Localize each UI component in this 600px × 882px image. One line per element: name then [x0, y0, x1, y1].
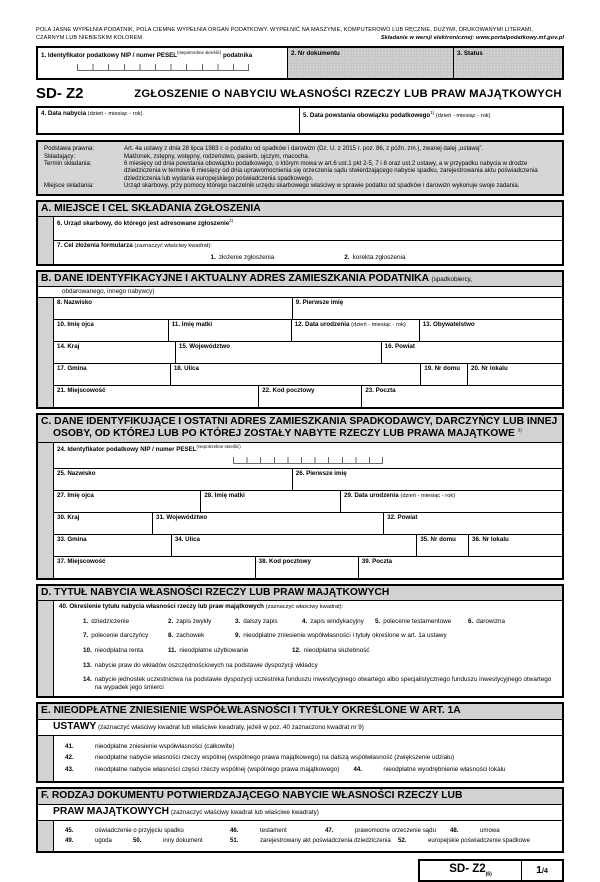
option-num: 44. [353, 765, 363, 773]
option-6-donation[interactable] [468, 618, 505, 626]
option-label: zapis windykacyjny [310, 617, 364, 625]
option-label: nieodpłatna służebność [303, 646, 370, 654]
footer-code-text: SD- Z2 [449, 863, 486, 876]
field-33-municipality[interactable]: 33. Gmina [54, 535, 172, 556]
legal-label: Miejsce składania: [44, 182, 94, 190]
form-title-row [36, 80, 564, 106]
option-label: nieodpłatne nabycie własności części rzeczy wspólnej (wspólnego prawa majątkowego) [95, 765, 340, 773]
option-num: 4. [302, 617, 308, 625]
field-15-voivodeship[interactable]: 15. Województwo [176, 342, 382, 363]
section-d-left-strip [38, 601, 54, 696]
option-submit-declaration[interactable] [210, 254, 274, 262]
option-num: 8. [168, 632, 174, 640]
field-24-sup: (niepotrzebne skreślić) [196, 443, 241, 449]
option-num: 52. [398, 836, 407, 844]
field-32-county[interactable]: 32. Powiat [387, 513, 418, 521]
option-label: złożenie zgłoszenia [218, 254, 275, 261]
field-40-acquisition-title [54, 601, 562, 696]
option-label: ugoda [95, 836, 112, 844]
legal-text: Małżonek, zstępny, wstępny, rodzeństwo, pasierb, ojczym, macocha. [124, 152, 310, 160]
section-b-title-small: (spadkobiercy, [431, 275, 473, 283]
option-44-separate-premises-ownership[interactable] [353, 766, 505, 774]
option-48-contract[interactable] [450, 827, 500, 834]
section-a-title: A. MIEJSCE I CEL SKŁADANIA ZGŁOSZENIA [38, 202, 562, 218]
option-num: 9. [235, 632, 241, 640]
section-f-options [54, 821, 562, 852]
option-num: 10. [83, 646, 92, 654]
option-num: 11. [168, 646, 177, 654]
option-label: nabycie praw do wkładów oszczędnościowych na podstawie dyspozycji wkładcy [94, 661, 318, 669]
field-1-taxpayer-id[interactable] [38, 48, 288, 78]
option-label: inny dokument [163, 836, 203, 844]
section-b-left-strip [38, 298, 54, 407]
section-b-title-main: B. DANE IDENTYFIKACYJNE I AKTUALNY ADRES ZAMIESZKANIA PODATNIKA [41, 272, 429, 284]
section-b [36, 270, 564, 410]
field-28-mothers-name[interactable]: 28. Imię matki [201, 491, 341, 512]
option-10-gratuitous-annuity[interactable] [83, 647, 168, 655]
field-6-label: 6. Urząd skarbowy, do którego jest adresowane zgłoszenie [57, 220, 230, 228]
field-16-county[interactable]: 16. Powiat [384, 343, 415, 351]
field-26-first-name[interactable]: 26. Pierwsze imię [295, 469, 347, 477]
option-label: nieodpłatna renta [94, 646, 144, 654]
option-42-further-co-ownership[interactable] [59, 754, 557, 762]
option-label: nieodpłatne zniesienie współwłasności (całkowite) [95, 742, 235, 750]
footer-form-code [420, 861, 522, 880]
option-label: nieodpłatne nabycie własności rzeczy wspólnej (wspólnego prawa majątkowego) na dalszą współwłasność (zwiększenie udziału) [95, 754, 455, 762]
option-num: 7. [83, 632, 89, 640]
field-20-apartment-number[interactable]: 20. Nr lokalu [471, 365, 508, 373]
field-1-sup-note: (niepotrzebne skreślić) [177, 50, 222, 56]
section-d-title: D. TYTUŁ NABYCIA WŁASNOŚCI RZECZY LUB PRAW MAJĄTKOWYCH [38, 586, 562, 602]
deceased-id-comb-input[interactable] [233, 457, 383, 464]
option-5-testamentary-instruction[interactable] [375, 618, 468, 626]
section-c-title-line1: C. DANE IDENTYFIKUJĄCE I OSTATNI ADRES ZAMIESZKANIA SPADKODAWCY, DARCZYŃCY LUB INNEJ [41, 416, 558, 428]
field-14-country[interactable]: 14. Kraj [54, 342, 176, 363]
footer-page-current: 1 [536, 864, 542, 877]
legal-label: Termin składania: [44, 159, 92, 167]
option-label: nieodpłatne zniesienie współwłasności i tytuły określone w art. 1a ustawy [243, 632, 447, 640]
option-num: 3. [235, 617, 241, 625]
efiling-note: Składanie w wersji elektronicznej: www.portalpodatkowy.mf.gov.pl [380, 34, 564, 41]
legal-text: 6 miesięcy od dnia powstania obowiązku podatkowego, o którym mowa w art.6 ust.1 pkt 2-5, 7 i 8 oraz ust.2 ustawy, a w przypadku nabycia w drodze dziedziczenia w terminie 6 miesięcy od dnia uprawomocnienia się orzeczenia sądu stwierdzającego nabycie spadku, zarejestrowania aktu poświadczenia dziedziczenia lub wydania europejskiego poświadczenia spadkowego. [124, 159, 538, 182]
option-7-donor-instruction[interactable] [83, 632, 168, 640]
field-4-label: 4. Data nabycia [41, 110, 87, 118]
option-num: 6. [468, 617, 474, 625]
field-17-municipality[interactable]: 17. Gmina [54, 364, 171, 385]
option-num: 2. [168, 617, 174, 625]
option-num: 50. [133, 836, 142, 844]
legal-text: Urząd skarbowy, przy pomocy którego naczelnik urzędu skarbowego właściwy w sprawie podatku od spadków i darowizn wykonuje swoje zadania. [124, 182, 520, 190]
section-f-title-line1: F. RODZAJ DOKUMENTU POTWIERDZAJĄCEGO NABYCIE WŁASNOŚCI RZECZY LUB [38, 789, 562, 805]
option-label: zarejestrowany akt poświadczenia dziedziczenia [260, 836, 391, 844]
option-num: 47. [325, 826, 334, 834]
field-25-surname[interactable]: 25. Nazwisko [54, 469, 293, 490]
option-num: 41. [65, 742, 74, 750]
section-c-left-strip [38, 443, 54, 578]
taxpayer-id-comb-input[interactable] [77, 64, 249, 71]
dates-row [36, 106, 564, 135]
option-num: 5. [375, 617, 381, 625]
field-7-note: (zaznaczyć właściwy kwadrat): [134, 243, 212, 250]
option-label: nieodpłatne wyodrębnienie własności lokalu [383, 765, 506, 773]
section-f-left-strip [38, 821, 54, 852]
option-46-testament[interactable] [230, 827, 325, 834]
option-label: testament [260, 826, 287, 834]
field-29-label: 29. Data urodzenia [344, 491, 399, 499]
field-7-form-purpose [54, 241, 562, 264]
option-label: dalszy zapis [243, 617, 278, 625]
section-f-title-line2-bold: PRAW MAJĄTKOWYCH [53, 805, 170, 817]
section-e-title-note: (zaznaczyć właściwy kwadrat lub właściwe kwadraty, jeżeli w poz. 40 zaznaczono kwadrat nr 9) [98, 723, 364, 731]
option-num: 48. [450, 826, 459, 834]
legal-label: Podstawa prawna: [44, 145, 95, 153]
option-num: 12. [292, 646, 301, 654]
option-num: 13. [83, 661, 92, 669]
field-7-label: 7. Cel złożenia formularza [57, 242, 133, 250]
field-2-document-number: 2. Nr dokumentu [288, 48, 454, 78]
field-40-label: 40. Określenie tytułu nabycia własności rzeczy lub praw majątkowych [59, 603, 264, 611]
option-label: zachowek [176, 632, 205, 640]
option-num: 46. [230, 826, 239, 834]
section-e-title-line1: E. NIEODPŁATNE ZNIESIENIE WSPÓŁWŁASNOŚCI I TYTUŁY OKREŚLONE W ART. 1A [38, 704, 562, 720]
field-29-birth-date[interactable] [341, 491, 562, 512]
section-b-title [38, 272, 562, 288]
field-37-city[interactable]: 37. Miejscowość [54, 557, 256, 578]
footer-page-total: /4 [542, 868, 548, 876]
footer-version: (6) [485, 871, 492, 878]
option-43-part-of-common-property[interactable] [65, 766, 339, 774]
option-11-gratuitous-use[interactable] [168, 647, 292, 655]
option-num: 42. [65, 754, 74, 762]
field-8-surname[interactable]: 8. Nazwisko [54, 298, 293, 319]
field-4-acquisition-date[interactable] [38, 108, 300, 133]
option-label: europejskie poświadczenie spadkowe [428, 836, 530, 844]
option-label: korekta zgłoszenia [352, 254, 406, 261]
instructions-line1: POLA JASNE WYPEŁNIA PODATNIK, POLA CIEMNE WYPEŁNIA ORGAN PODATKOWY. WYPEŁNIĆ NA MASZYNIE, KOMPUTEROWO LUB RĘCZNIE, DUŻYMI, DRUKOWANYMI LITERAMI, [36, 27, 533, 33]
field-9-first-name[interactable]: 9. Pierwsze imię [295, 299, 344, 307]
option-8-legitime[interactable] [168, 632, 235, 640]
option-num: 2. [344, 254, 350, 261]
identification-row [36, 46, 564, 80]
section-f-title-note: (zaznaczyć właściwy kwadrat lub właściwe kwadraty) [170, 808, 319, 816]
section-a-left-strip [38, 217, 54, 264]
section-c-title [38, 415, 562, 442]
option-num: 49. [65, 836, 74, 844]
option-3-further-legacy[interactable] [235, 618, 302, 626]
option-num: 1. [83, 617, 89, 625]
field-38-postal-code[interactable]: 38. Kod pocztowy [256, 557, 359, 578]
option-num: 1. [210, 254, 216, 261]
field-34-street[interactable]: 34. Ulica [172, 535, 417, 556]
option-label: umowa [480, 826, 500, 834]
section-e [36, 702, 564, 783]
option-4-vindication-legacy[interactable] [302, 618, 375, 626]
field-36-apartment-number[interactable]: 36. Nr lokalu [472, 535, 509, 543]
section-b-title-cont: obdarowanego, innego nabywcy) [38, 287, 562, 298]
option-num: 43. [65, 765, 74, 773]
field-35-house-number[interactable]: 35. Nr domu [417, 535, 469, 556]
field-12-label: 12. Data urodzenia [294, 321, 350, 329]
section-e-left-strip [38, 736, 54, 782]
option-13-savings-deposits[interactable] [83, 662, 318, 670]
option-label: oświadczenie o przyjęciu spadku [95, 826, 184, 834]
section-f [36, 787, 564, 853]
field-6-sup: 2) [229, 218, 234, 224]
field-1-suffix: podatnika [222, 52, 253, 60]
field-39-post-office[interactable]: 39. Poczta [361, 557, 393, 565]
field-1-label: 1. Identyfikator podatkowy NIP / numer PESEL [41, 52, 178, 60]
field-31-voivodeship[interactable]: 31. Województwo [153, 513, 384, 534]
field-24-deceased-id[interactable] [54, 443, 562, 468]
option-label: nieodpłatne użytkowanie [179, 646, 249, 654]
option-49-settlement[interactable] [65, 837, 133, 844]
section-a [36, 200, 564, 266]
option-correct-declaration[interactable] [344, 254, 405, 262]
option-41-total-abolition[interactable] [59, 743, 557, 751]
option-num: 45. [65, 826, 74, 834]
option-num: 14. [83, 676, 92, 684]
option-label: polecenie darczyńcy [91, 632, 149, 640]
option-label: dziedziczenie [91, 617, 130, 625]
option-14-investment-fund-units[interactable] [83, 676, 557, 691]
field-12-birth-date[interactable] [292, 320, 420, 341]
field-3-status: 3. Status [454, 48, 562, 78]
option-1-inheritance[interactable] [83, 618, 168, 626]
option-50-other-document[interactable] [133, 837, 230, 844]
field-19-house-number[interactable]: 19. Nr domu [421, 364, 468, 385]
section-e-options [54, 736, 562, 782]
option-label: zapis zwykły [176, 617, 212, 625]
field-11-mothers-name[interactable]: 11. Imię matki [169, 320, 292, 341]
option-label: nabycie jednostek uczestnictwa na podstawie dyspozycji uczestnika funduszu inwestycyjnego otwartego albo specjalistycznego funduszu inwestycyjnego otwartego na wypadek jego śmierci [94, 676, 552, 691]
option-45-inheritance-acceptance-statement[interactable] [65, 827, 230, 834]
section-c-title-sup: 3) [517, 427, 522, 433]
option-47-final-court-ruling[interactable] [325, 827, 450, 834]
field-5-sup: 1) [430, 110, 435, 116]
option-2-ordinary-legacy[interactable] [168, 618, 235, 626]
form-code: SD- Z2 [36, 85, 84, 103]
section-e-title-line2 [38, 720, 562, 736]
section-d [36, 584, 564, 699]
field-4-note: (dzień - miesiąc - rok) [87, 111, 143, 118]
field-10-fathers-name[interactable]: 10. Imię ojca [54, 320, 169, 341]
legal-info-box [36, 140, 564, 196]
field-22-postal-code[interactable]: 22. Kod pocztowy [259, 386, 362, 407]
field-18-street[interactable]: 18. Ulica [171, 364, 421, 385]
field-24-label: 24. Identyfikator podatkowy NIP / numer PESEL [57, 445, 197, 453]
field-12-note: (dzień - miesiąc - rok) [351, 322, 406, 329]
field-5-note: (dzień - miesiąc - rok) [435, 113, 491, 120]
option-52-european-certificate-of-succession[interactable] [398, 837, 530, 844]
option-num: 51. [230, 836, 239, 844]
section-c-title-line2-text: OSOBY, OD KTÓREJ LUB PO KTÓREJ ZOSTAŁY NABYTE RZECZY LUB PRAWA MAJĄTKOWE [53, 427, 515, 439]
field-27-fathers-name[interactable]: 27. Imię ojca [54, 491, 201, 512]
instructions-line2: CZARNYM LUB NIEBIESKIM KOLOREM. [36, 34, 144, 41]
filling-instructions [36, 27, 564, 42]
section-e-title-line2-bold: USTAWY [53, 720, 97, 732]
field-5-label: 5. Data powstania obowiązku podatkowego [303, 112, 431, 120]
field-5-tax-obligation-date[interactable] [300, 108, 562, 133]
field-6-tax-office[interactable] [54, 217, 562, 240]
option-12-gratuitous-easement[interactable] [292, 647, 370, 655]
option-51-registered-deed-of-succession[interactable] [230, 837, 398, 844]
legal-label: Składający: [44, 152, 76, 160]
footer-page-number [522, 861, 562, 880]
option-label: prawomocne orzeczenie sądu [355, 826, 436, 834]
field-29-note: (dzień - miesiąc - rok) [400, 492, 456, 499]
field-23-post-office[interactable]: 23. Poczta [365, 387, 396, 395]
footer [36, 859, 564, 882]
section-c [36, 413, 564, 579]
legal-text: Art. 4a ustawy z dnia 28 lipca 1983 r. o podatku od spadków i darowizn (Dz. U. z 2015 r. poz. 86, z późn. zm.), zwanej dalej „ustawą”. [124, 145, 484, 153]
option-label: darowizna [476, 617, 505, 625]
field-40-note: (zaznaczyć właściwy kwadrat): [265, 604, 344, 611]
field-21-city[interactable]: 21. Miejscowość [54, 386, 259, 407]
field-13-citizenship[interactable]: 13. Obywatelstwo [422, 321, 475, 329]
field-30-country[interactable]: 30. Kraj [54, 513, 153, 534]
option-9-co-ownership-abolition[interactable] [235, 632, 447, 640]
section-f-title-line2 [38, 805, 562, 821]
form-title: ZGŁOSZENIE O NABYCIU WŁASNOŚCI RZECZY LUB PRAW MAJĄTKOWYCH [134, 87, 562, 100]
option-label: polecenie testamentowe [383, 617, 452, 625]
section-c-title-line2 [41, 428, 559, 440]
